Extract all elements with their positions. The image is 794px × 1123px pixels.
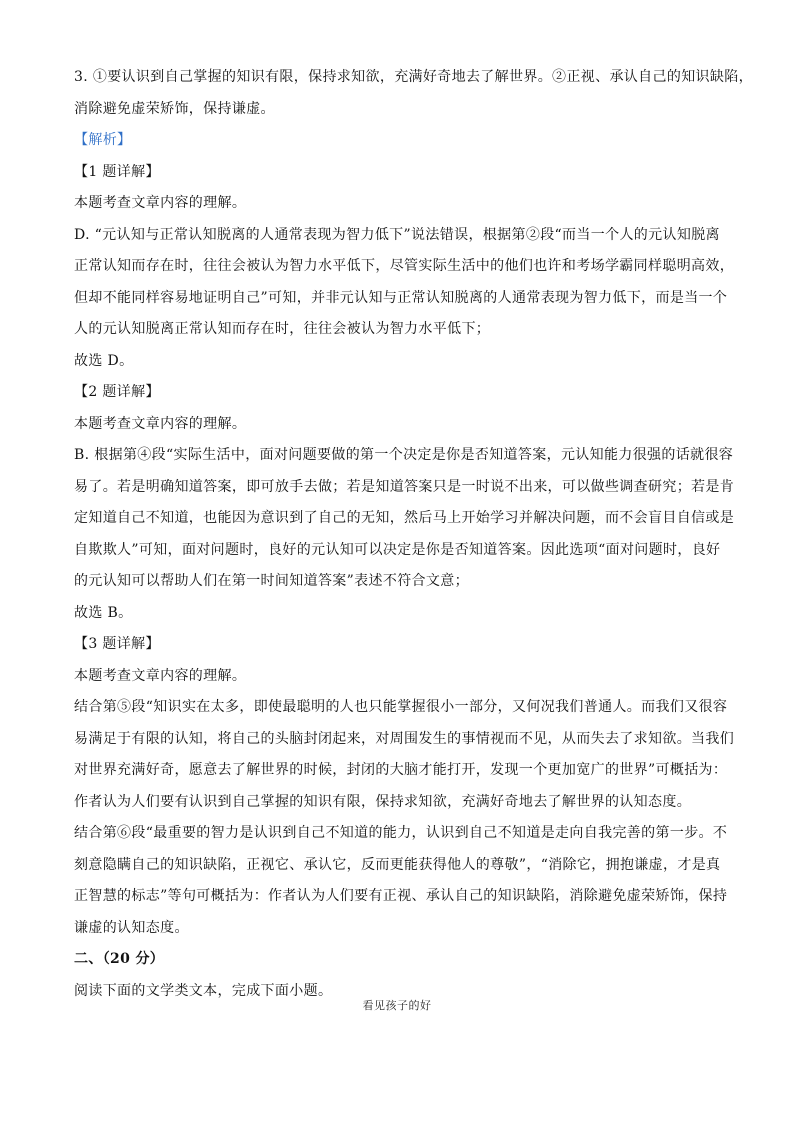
q1-explanation: [74, 220, 735, 346]
q2-intro: 本题考查文章内容的理解。: [74, 415, 247, 432]
section-2-heading: 二、（20 分）: [74, 951, 165, 967]
q1-heading: 【1 题详解】: [74, 163, 160, 180]
q1-line: 正常认知而存在时，往往会被认为智力水平低下，尽管实际生活中的他们也许和考场学霸同样聪明高效，: [74, 258, 735, 274]
analysis-label: 【解析】: [74, 132, 132, 148]
q2-line: 定知道自己不知道，也能因为意识到了自己的无知，然后马上开始学习并解决问题，而不会盲目自信或是: [74, 510, 735, 526]
q2-line: 易了。若是明确知道答案，即可放手去做；若是知道答案只是一时说不出来，可以做些调查研究；若是肯: [74, 478, 735, 495]
q3-heading: 【3 题详解】: [74, 636, 160, 652]
q1-line: D. “元认知与正常认知脱离的人通常表现为智力低下”说法错误，根据第②段“而当一个人的元认知脱离: [74, 226, 720, 243]
q2-explanation: [74, 440, 735, 598]
answer-3-line: 消除避免虚荣矫饰，保持谦虚。: [74, 100, 275, 117]
section-2-instruction: 阅读下面的文学类文本，完成下面小题。: [74, 982, 333, 999]
q2-line: 的元认知可以帮助人们在第一时间知道答案”表述不符合文意；: [74, 573, 469, 589]
q3-line: 结合第⑤段“知识实在太多，即使最聪明的人也只能掌握很小一部分，又何况我们普通人。而我们又很容: [74, 699, 728, 715]
q1-intro: 本题考查文章内容的理解。: [74, 195, 247, 211]
q3-line: 作者认为人们要有认识到自己掌握的知识有限，保持求知欲，充满好奇地去了解世界的认知态度。: [74, 793, 692, 810]
q2-heading: 【2 题详解】: [74, 384, 160, 400]
q3-line: 易满足于有限的认知，将自己的头脑封闭起来，对周围发生的事情视而不见，从而失去了求知欲。当我们: [74, 730, 735, 747]
q1-line: 但却不能同样容易地证明自己”可知，并非元认知与正常认知脱离的人通常表现为智力低下，而是当一个: [74, 289, 728, 306]
q3-line: 刻意隐瞒自己的知识缺陷，正视它、承认它，反而更能获得他人的尊敬”，“消除它，拥抱谦虚，才是真: [74, 856, 721, 873]
q1-choice: 故选 D。: [74, 352, 134, 369]
q3-intro: 本题考查文章内容的理解。: [74, 667, 247, 684]
document-page: [74, 62, 753, 1007]
q3-line: 正智慧的标志”等句可概括为：作者认为人们要有正视、承认自己的知识缺陷，消除避免虚荣矫饰，保持: [74, 888, 728, 904]
q3-line: 对世界充满好奇，愿意去了解世界的时候，封闭的大脑才能打开，发现一个更加宽广的世界”可概括为：: [74, 762, 728, 778]
q2-line: 自欺欺人”可知，面对问题时，良好的元认知可以决定是你是否知道答案。因此选项“面对问题时，良好: [74, 541, 721, 558]
answer-3-line: 3. ①要认识到自己掌握的知识有限，保持求知欲，充满好奇地去了解世界。②正视、承认自己的知识缺陷，: [74, 69, 753, 85]
passage-title: 看见孩子的好: [362, 999, 432, 1012]
q2-choice: 故选 B。: [74, 604, 133, 621]
q3-line: 结合第⑥段“最重要的智力是认识到自己不知道的能力，认识到自己不知道是走向自我完善的第一步。不: [74, 825, 728, 841]
answer-3: [74, 62, 753, 125]
q2-line: B. 根据第④段“实际生活中，面对问题要做的第一个决定是你是否知道答案，元认知能力很强的话就很容: [74, 447, 734, 463]
q1-line: 人的元认知脱离正常认知而存在时，往往会被认为智力水平低下；: [74, 321, 491, 337]
q3-explanation: [74, 692, 735, 944]
q3-line: 谦虚的认知态度。: [74, 919, 189, 936]
